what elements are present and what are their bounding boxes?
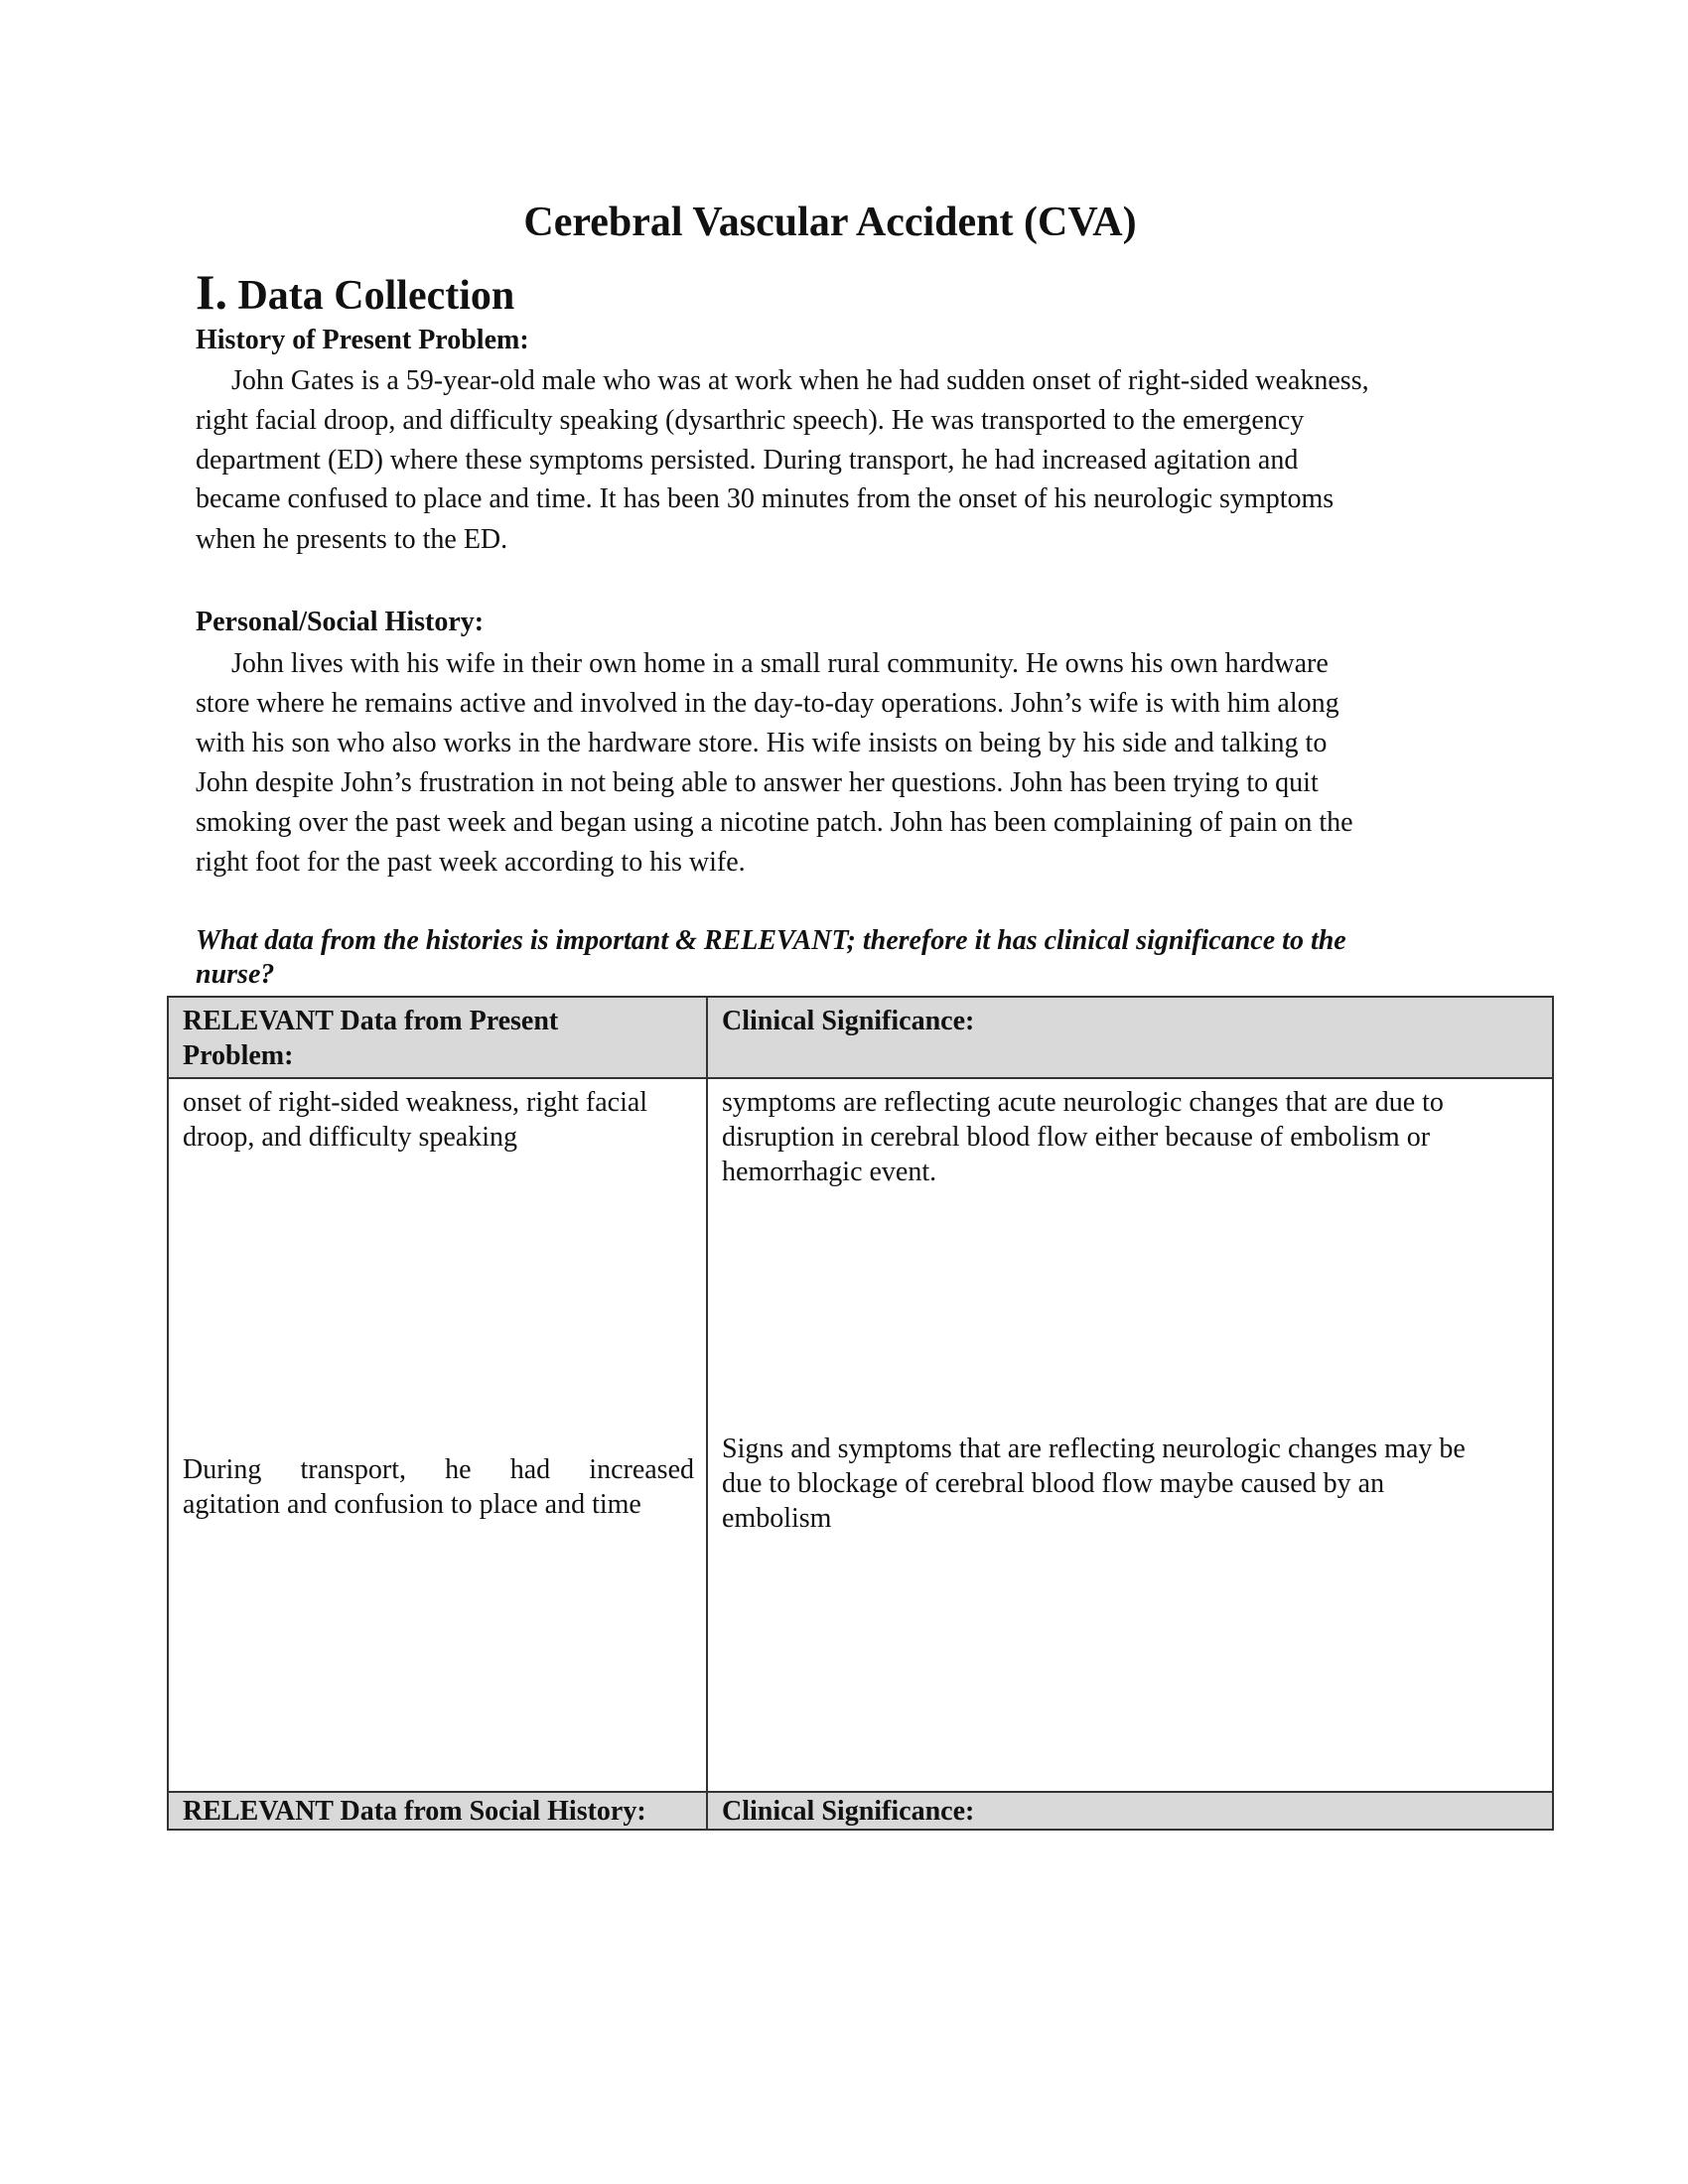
header-text: Problem: (183, 1040, 294, 1071)
paragraph-line: department (ED) where these symptoms persisted. During transport, he had increased agitation and (196, 445, 1299, 476)
paragraph-line: when he presents to the ED. (196, 524, 508, 555)
clinical-significance-cell[interactable] (707, 1078, 1553, 1792)
header-cell (707, 997, 1553, 1078)
relevance-table (167, 996, 1554, 1831)
section-heading (196, 263, 514, 321)
header-text: Clinical Significance: (722, 1796, 975, 1827)
paragraph-line: store where he remains active and involved in the day-to-day operations. John’s wife is with him along (196, 688, 1339, 719)
header-text: RELEVANT Data from Social History: (183, 1796, 646, 1827)
question-line: What data from the histories is important & RELEVANT; therefore it has clinical significance to the (196, 925, 1346, 956)
paragraph-line: smoking over the past week and began using a nicotine patch. John has been complaining of pain on the (196, 807, 1353, 838)
section-number: I. (196, 264, 227, 320)
cell-text: droop, and difficulty speaking (183, 1122, 517, 1153)
cell-text: Signs and symptoms that are reflecting neurologic changes may be (722, 1433, 1466, 1464)
social-history-heading: Personal/Social History: (196, 607, 485, 637)
question-line: nurse? (196, 959, 275, 990)
cell-text: due to blockage of cerebral blood flow maybe caused by an (722, 1468, 1385, 1499)
cell-text: hemorrhagic event. (722, 1157, 937, 1187)
history-present-heading: History of Present Problem: (196, 325, 529, 355)
header-text: RELEVANT Data from Present (183, 1006, 559, 1036)
header-cell (168, 997, 707, 1078)
header-text: Clinical Significance: (722, 1006, 975, 1036)
table-header-row (168, 1792, 1553, 1830)
paragraph-line: became confused to place and time. It has been 30 minutes from the onset of his neurologic symptoms (196, 483, 1335, 514)
cell-text: onset of right-sided weakness, right facial (183, 1087, 648, 1118)
header-cell (707, 1792, 1553, 1830)
paragraph-line: John despite John’s frustration in not being able to answer her questions. John has been trying to quit (196, 767, 1319, 798)
table-row (168, 1078, 1553, 1792)
cell-text: symptoms are reflecting acute neurologic changes that are due to (722, 1087, 1444, 1118)
cell-text: agitation and confusion to place and time (183, 1489, 641, 1520)
paragraph-line: right foot for the past week according to his wife. (196, 847, 746, 878)
paragraph-line: John Gates is a 59-year-old male who was at work when he had sudden onset of right-sided weakness, (231, 365, 1369, 396)
paragraph-line: with his son who also works in the hardware store. His wife insists on being by his side and talking to (196, 728, 1328, 758)
cell-text: embolism (722, 1503, 832, 1534)
cell-text: During transport, he had increased (183, 1454, 694, 1485)
paragraph-line: right facial droop, and difficulty speaking (dysarthric speech). He was transported to the emergency (196, 405, 1305, 436)
cell-text: disruption in cerebral blood flow either because of embolism or (722, 1122, 1431, 1153)
table-header-row (168, 997, 1553, 1078)
relevant-data-cell[interactable] (168, 1078, 707, 1792)
header-cell (168, 1792, 707, 1830)
document-title: Cerebral Vascular Accident (CVA) (523, 200, 1137, 245)
paragraph-line: John lives with his wife in their own home in a small rural community. He owns his own hardware (231, 648, 1329, 679)
section-label: Data Collection (237, 273, 515, 319)
